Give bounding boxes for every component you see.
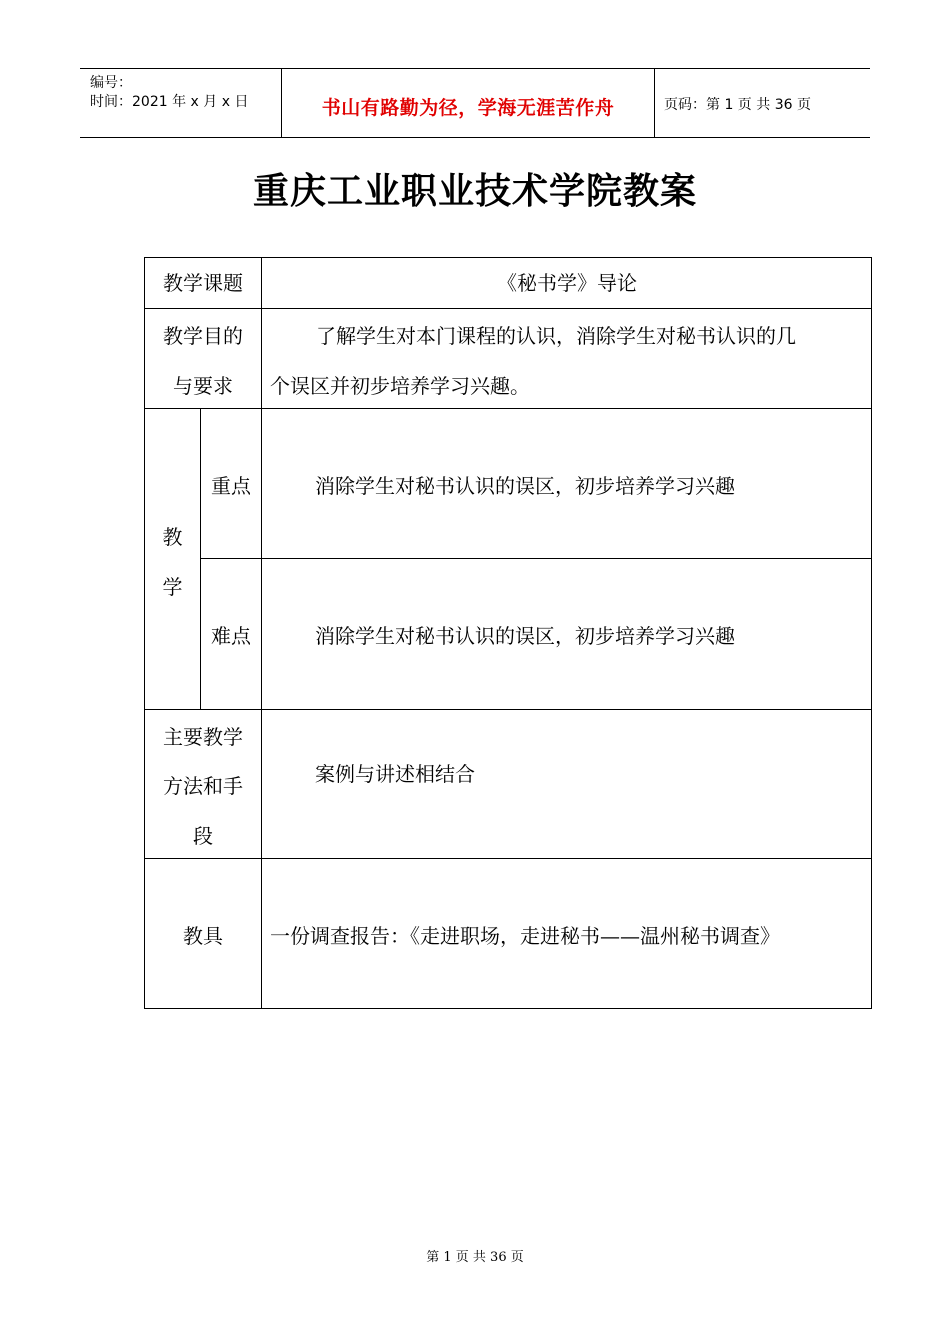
goal-label-line1: 教学目的	[163, 324, 243, 348]
method-value: 案例与讲述相结合	[315, 762, 475, 786]
header-page-cell	[654, 69, 870, 137]
teach-label-line1: 教	[162, 525, 183, 549]
page-footer: 第 1 页 共 36 页	[426, 1250, 524, 1265]
motto-text: 书山有路勤为径，学海无涯苦作舟	[321, 97, 615, 119]
difficult-point-label: 难点	[211, 624, 251, 648]
header-meta-cell	[80, 69, 281, 137]
table-rule	[200, 408, 201, 709]
topic-value: 《秘书学》导论	[497, 271, 637, 295]
page-title: 重庆工业职业技术学院教案	[252, 170, 697, 212]
document-header	[80, 68, 870, 138]
header-motto-cell	[281, 69, 655, 137]
key-point-label: 重点	[211, 474, 251, 498]
date-label: 时间：2021 年 x 月 x 日	[90, 94, 249, 110]
table-rule	[145, 709, 872, 710]
key-point-value: 消除学生对秘书认识的误区，初步培养学习兴趣	[315, 474, 735, 498]
goal-text-line2: 个误区并初步培养学习兴趣。	[270, 374, 530, 398]
table-rule	[145, 308, 872, 309]
tools-label: 教具	[183, 924, 223, 948]
method-label-line2: 方法和手	[163, 774, 243, 798]
tools-value: 一份调查报告：《走进职场，走进秘书——温州秘书调查》	[270, 924, 780, 948]
serial-label: 编号：	[90, 75, 132, 91]
table-rule	[200, 558, 872, 559]
teach-label-line2: 学	[162, 575, 183, 599]
difficult-point-value: 消除学生对秘书认识的误区，初步培养学习兴趣	[315, 624, 735, 648]
goal-text-line1: 了解学生对本门课程的认识，消除学生对秘书认识的几	[316, 324, 796, 348]
topic-label: 教学课题	[163, 271, 243, 295]
table-rule	[261, 258, 262, 1009]
method-label-line1: 主要教学	[163, 725, 243, 749]
page-code: 页码：第 1 页 共 36 页	[664, 97, 811, 113]
method-label-line3: 段	[193, 824, 213, 848]
lesson-plan-table	[144, 257, 872, 1009]
goal-label-line2: 与要求	[173, 374, 233, 398]
